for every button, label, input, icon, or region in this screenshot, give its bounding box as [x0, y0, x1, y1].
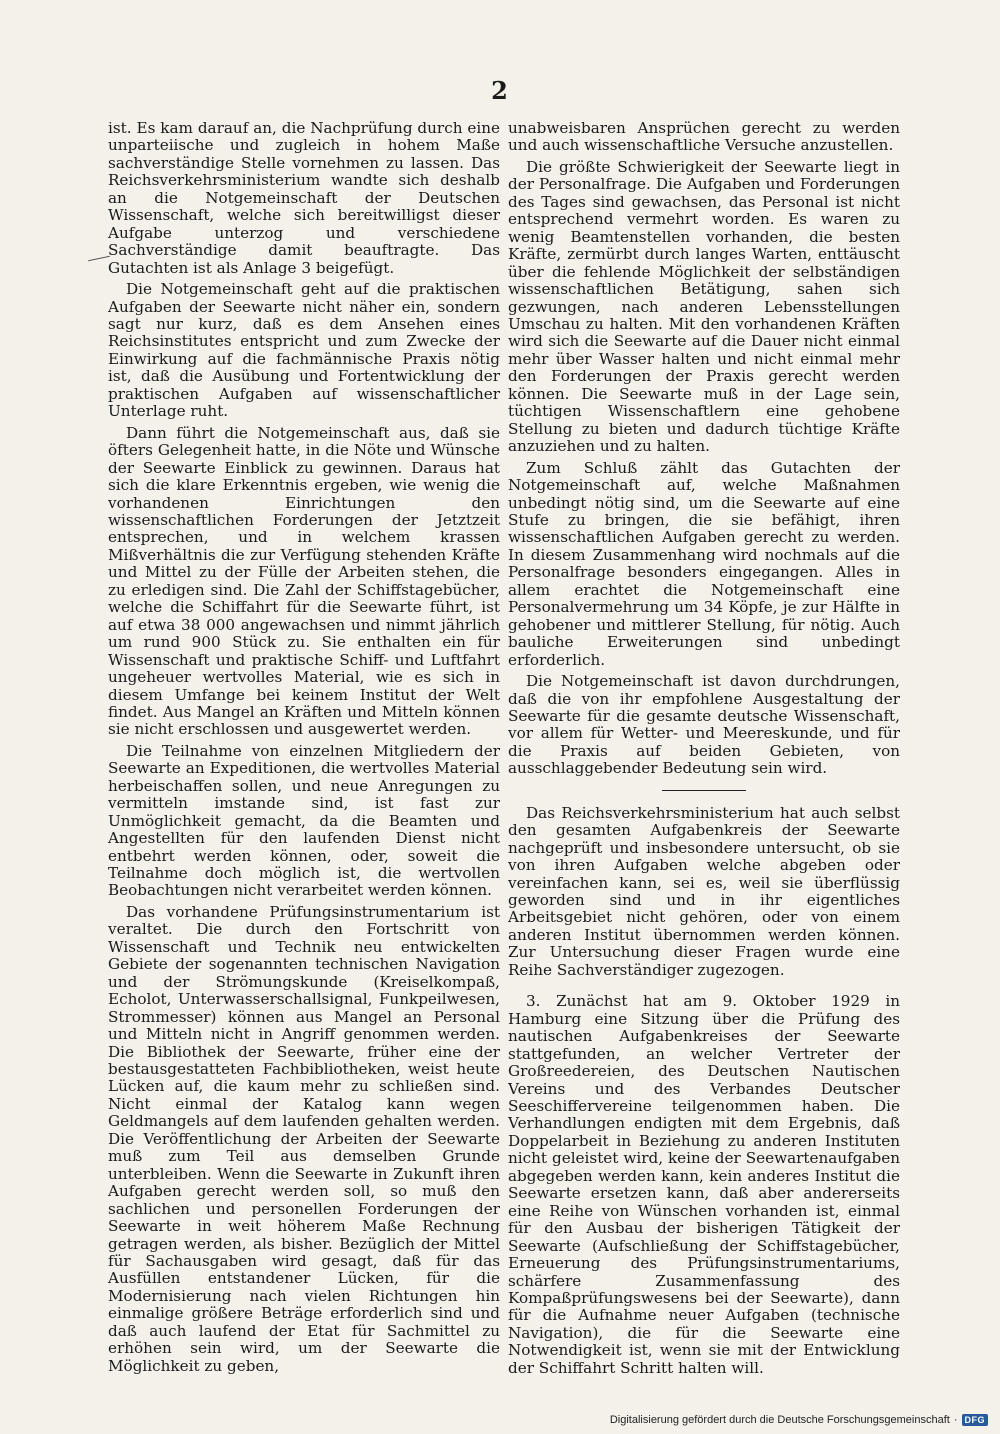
section-divider: [662, 790, 746, 791]
digitization-footer: [610, 1414, 988, 1426]
left-column: [108, 120, 500, 1379]
paragraph: ist. Es kam darauf an, die Nachprüfung durch eine unparteiische und zugleich in hohem Maße sachverständige Stelle vornehmen zu lassen. Das Reichsverkehrsministerium wandte sich deshalb an die Notgemeinschaft der Deutschen Wissenschaft, welche sich bereitwilligst dieser Aufgabe unterzog und verschiedene Sachverständige damit beauftragte. Das Gutachten ist als Anlage 3 beigefügt.: [108, 119, 500, 277]
paragraph: Die größte Schwierigkeit der Seewarte liegt in der Personalfrage. Die Aufgaben und Forderungen des Tages sind gewachsen, das Personal ist nicht entsprechend vermehrt worden. Es waren zu wenig Beamtenstellen vorhanden, die besten Kräfte, zermürbt durch langes Warten, enttäuscht über die fehlende Möglichkeit der selbständigen wissenschaftlichen Betätigung, sahen sich gezwungen, nach anderen Lebensstellungen Umschau zu halten. Mit den vorhandenen Kräften wird sich die Seewarte auf die Dauer nicht einmal mehr über Wasser halten und nicht einmal mehr den Forderungen der Praxis gerecht werden können. Die Seewarte muß in der Lage sein, tüchtigen Wissenschaftlern eine gehobene Stellung zu bieten und dadurch tüchtige Kräfte anzuziehen und zu halten.: [508, 157, 900, 456]
paragraph: Die Notgemeinschaft geht auf die praktischen Aufgaben der Seewarte nicht näher ein, sondern sagt nur kurz, daß es dem Ansehen eines Reichsinstitutes entspricht und zum Zwecke der Einwirkung auf die fachmännische Praxis nötig ist, daß die Ausübung und Fortentwicklung der praktischen Aufgaben auf wissenschaftlicher Unterlage ruht.: [108, 280, 500, 421]
paragraph: Die Notgemeinschaft ist davon durchdrungen, daß die von ihr empfohlene Ausgestaltung der Seewarte für die gesamte deutsche Wissenschaft, vor allem für Wetter- und Meereskunde, und für die Praxis auf beiden Gebieten, von ausschlaggebender Bedeutung sein wird.: [508, 672, 900, 778]
right-column: [508, 120, 900, 1381]
dfg-logo: DFG: [962, 1414, 989, 1426]
footer-text: Digitalisierung gefördert durch die Deutsche Forschungsgemeinschaft: [609, 1414, 950, 1426]
paragraph: Zum Schluß zählt das Gutachten der Notgemeinschaft auf, welche Maßnahmen unbedingt nötig sind, um die Seewarte auf eine Stufe zu bringen, die sie befähigt, ihren wissenschaftlichen Aufgaben gerecht zu werden. In diesem Zusammenhang wird nochmals auf die Personalfrage besonders eingegangen. Alles in allem erachtet die Notgemeinschaft eine Personalvermehrung um 34 Köpfe, je zur Hälfte in gehobener und mittlerer Stellung, für nötig. Auch bauliche Erweiterungen sind unbedingt erforderlich.: [508, 458, 900, 669]
footer-separator: ·: [953, 1414, 958, 1426]
paragraph: 3. Zunächst hat am 9. Oktober 1929 in Hamburg eine Sitzung über die Prüfung des nautischen Aufgabenkreises der Seewarte stattgefunden, an welcher Vertreter der Großreedereien, des Deutschen Nautischen Vereins und des Verbandes Deutscher Seeschiffervereine teilgenommen haben. Die Verhandlungen endigten mit dem Ergebnis, daß Doppelarbeit in Beziehung zu anderen Instituten nicht geleistet wird, keine der Seewartenaufgaben abgegeben werden kann, kein anderes Institut die Seewarte ersetzen kann, daß aber andererseits eine Reihe von Wünschen vorhanden ist, einmal für den Ausbau der bisherigen Tätigkeit der Seewarte (Aufschließung der Schiffstagebücher, Erneuerung des Prüfungsinstrumentariums, schärfere Zusammenfassung des Kompaßprüfungswesens bei der Seewarte), dann für die Aufnahme neuer Aufgaben (technische Navigation), die für die Seewarte eine Notwendigkeit ist, wenn sie mit der Entwicklung der Schiffahrt Schritt halten will.: [508, 992, 900, 1377]
page-number: 2: [491, 76, 509, 105]
paragraph: Die Teilnahme von einzelnen Mitgliedern der Seewarte an Expeditionen, die wertvolles Material herbeischaffen sollen, und neue Anregungen zu vermitteln imstande sind, ist fast zur Unmöglichkeit gemacht, da die Beamten und Angestellten für den laufenden Dienst nicht entbehrt werden können, oder, soweit die Teilnahme doch möglich ist, die wertvollen Beobachtungen nicht verarbeitet werden können.: [108, 741, 500, 900]
paragraph: unabweisbaren Ansprüchen gerecht zu werden und auch wissenschaftliche Versuche anzustellen.: [508, 119, 900, 155]
margin-annotation-mark: [88, 256, 110, 262]
paragraph: Das Reichsverkehrsministerium hat auch selbst den gesamten Aufgabenkreis der Seewarte nachgeprüft und insbesondere untersucht, ob sie von ihren Aufgaben welche abgeben oder vereinfachen kann, sei es, weil sie überflüssig geworden sind und in ihr eigentliches Arbeitsgebiet nicht gehören, oder von einem anderen Institut übernommen werden können. Zur Untersuchung dieser Fragen wurde eine Reihe Sachverständiger zugezogen.: [508, 803, 900, 979]
paragraph: Das vorhandene Prüfungsinstrumentarium ist veraltet. Die durch den Fortschritt von Wissenschaft und Technik neu entwickelten Gebiete der sogenannten technischen Navigation und der Strömungskunde (Kreiselkompaß, Echolot, Unterwasserschallsignal, Funkpeilwesen, Strommesser) können aus Mangel an Personal und Mitteln nicht in Angriff genommen werden. Die Bibliothek der Seewarte, früher eine der bestausgestatteten Fachbibliotheken, weist heute Lücken auf, die kaum mehr zu schließen sind. Nicht einmal der Katalog kann wegen Geldmangels auf dem laufenden gehalten werden. Die Veröffentlichung der Arbeiten der Seewarte muß zum Teil aus demselben Grunde unterbleiben. Wenn die Seewarte in Zukunft ihren Aufgaben gerecht werden soll, so muß den sachlichen und personellen Forderungen der Seewarte in weit höherem Maße Rechnung getragen werden, als bisher. Bezüglich der Mittel für Sachausgaben wird gesagt, daß für das Ausfüllen entstandener Lücken, für die Modernisierung nach vielen Richtungen hin einmalige größere Beträge erforderlich sind und daß auch laufend der Etat für Sachmittel zu erhöhen sein wird, um der Seewarte die Möglichkeit zu geben,: [108, 902, 500, 1375]
paragraph: Dann führt die Notgemeinschaft aus, daß sie öfters Gelegenheit hatte, in die Nöte und Wünsche der Seewarte Einblick zu gewinnen. Daraus hat sich die klare Erkenntnis ergeben, wie wenig die vorhandenen Einrichtungen den wissenschaftlichen Forderungen der Jetztzeit entsprechen, und in welchem krassen Mißverhältnis die zur Verfügung stehenden Kräfte und Mittel zu der Fülle der Arbeiten stehen, die zu erledigen sind. Die Zahl der Schiffstagebücher, welche die Schiffahrt für die Seewarte führt, ist auf etwa 38 000 angewachsen und nimmt jährlich um rund 900 Stück zu. Sie enthalten ein für Wissenschaft und praktische Schiff- und Luftfahrt ungeheuer wertvolles Material, wie es sich in diesem Umfange bei keinem Institut der Welt findet. Aus Mangel an Kräften und Mitteln können sie nicht erschlossen und ausgewertet werden.: [108, 423, 500, 739]
